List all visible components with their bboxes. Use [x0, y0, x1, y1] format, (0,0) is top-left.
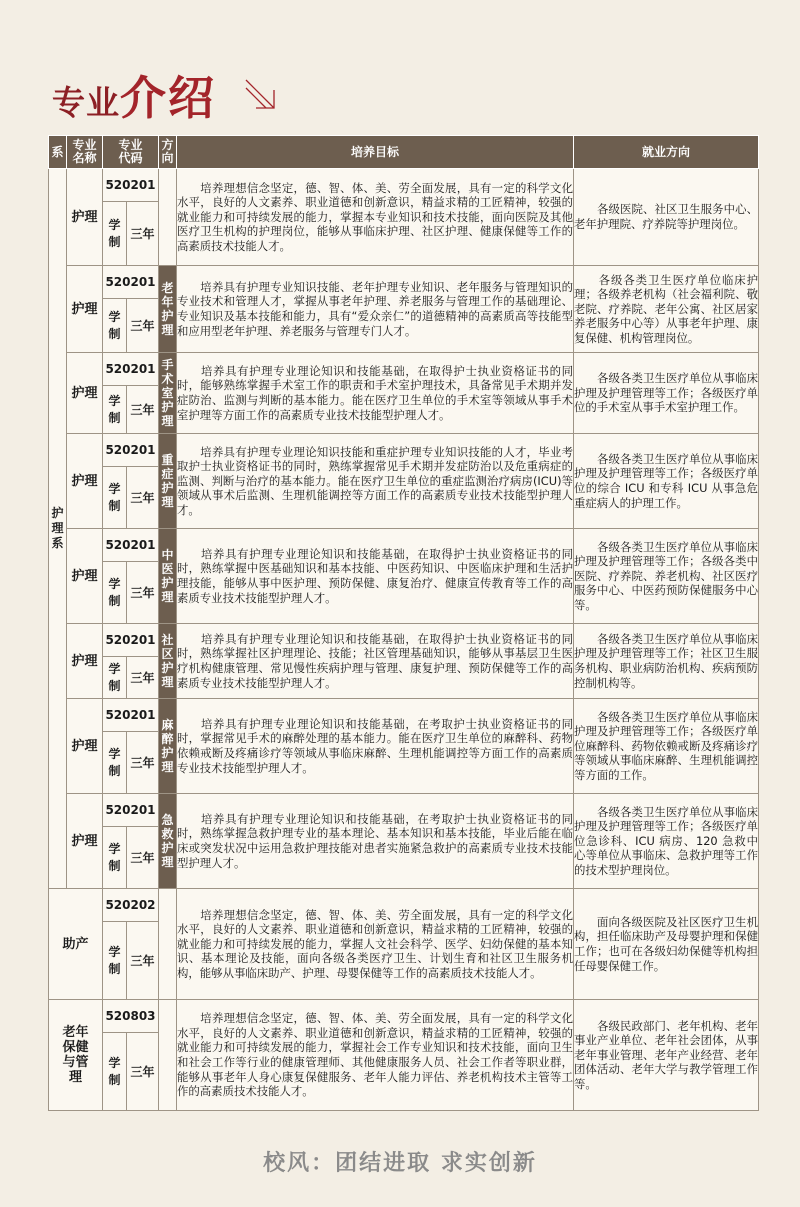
- employment-text: 面向各级医院及社区医疗卫生机构，担任临床助产及母婴护理和保健工作；也可在各级妇幼保健等机构担任母婴保健工作。: [574, 889, 759, 1000]
- table-row: [49, 699, 759, 732]
- goal-text: 培养具有护理专业理论知识和技能基础，在取得护士执业资格证书的同时，熟练掌握社区护理理论、技能；社区管理基础知识，能够从事基层卫生医疗机构健康管理、常见慢性疾病护理与管理、康复护理、预防保健等工作的高素质专业技术技能型护理人才。: [177, 624, 574, 699]
- schooling-label: 学制: [103, 657, 127, 699]
- schooling-years: 三年: [127, 299, 159, 353]
- employment-text: 各级民政部门、老年机构、老年事业产业单位、老年社会团体，从事老年事业管理、老年产业经营、老年团体活动、老年大学与教学管理工作等。: [574, 1000, 759, 1111]
- schooling-label: 学制: [103, 1033, 127, 1111]
- goal-text: 培养具有护理专业理论知识和技能基础，在取得护士执业资格证书的同时，熟练掌握中医基础知识和基本技能、中医药知识、中医临床护理和生活护理技能，能够从事中医护理、预防保健、康复治疗、健康宣传教育等工作的高素质专业技术技能型护理人才。: [177, 529, 574, 624]
- table-row: [49, 889, 759, 922]
- direction-cell: 社区护理: [159, 624, 177, 699]
- major-name: 护理: [67, 353, 103, 434]
- header-goal: 培养目标: [177, 136, 574, 169]
- schooling-years: 三年: [127, 562, 159, 624]
- direction-cell: 重症护理: [159, 434, 177, 529]
- employment-text: 各级各类卫生医疗单位从事临床护理及护理管理等工作；各级医疗单位的手术室从事手术室护理工作。: [574, 353, 759, 434]
- school-motto: 校风：团结进取 求实创新: [263, 1151, 537, 1176]
- table-header: [49, 136, 759, 169]
- schooling-label: 学制: [103, 467, 127, 529]
- schooling-years: 三年: [127, 732, 159, 794]
- schooling-years: 三年: [127, 467, 159, 529]
- schooling-years: 三年: [127, 386, 159, 434]
- goal-text: 培养理想信念坚定，德、智、体、美、劳全面发展，具有一定的科学文化水平，良好的人文素养、职业道德和创新意识，精益求精的工匠精神，较强的就业能力和可持续发展的能力，掌握本专业知识和技术技能，面向医院及其他医疗卫生机构的护理岗位，能够从事临床护理、社区护理、健康保健等工作的高素质技术技能人才。: [177, 169, 574, 266]
- direction-cell: [159, 889, 177, 1000]
- goal-text: 培养具有护理专业理论知识和技能基础，在取得护士执业资格证书的同时，能够熟练掌握手术室工作的职责和手术室护理技术，具备常见手术期并发症防治、监测与判断的基本能力。能在医疗卫生单位的手术室等领域从事手术室护理等方面工作的高素质专业技术技能型护理人才。: [177, 353, 574, 434]
- arrow-down-right-icon: [242, 76, 278, 112]
- employment-text: 各级各类卫生医疗单位从事临床护理及护理管理等工作；各级医疗单位麻醉科、药物依赖戒断及疼痛诊疗等领域从事临床麻醉、生理机能调控等方面的工作。: [574, 699, 759, 794]
- major-name: 助产: [49, 889, 103, 1000]
- major-code: 520201: [103, 699, 159, 732]
- table-row: [49, 266, 759, 299]
- header-direction: 方向: [159, 136, 177, 169]
- direction-cell: 急救护理: [159, 794, 177, 889]
- schooling-label: 学制: [103, 202, 127, 266]
- employment-text: 各级各类卫生医疗单位临床护理；各级养老机构（社会福利院、敬老院、疗养院、老年公寓、社区居家养老服务中心等）从事老年护理、康复保健、机构管理岗位。: [574, 266, 759, 353]
- direction-cell: [159, 169, 177, 266]
- employment-text: 各级各类卫生医疗单位从事临床护理及护理管理等工作；社区卫生服务机构、职业病防治机构、疾病预防控制机构等。: [574, 624, 759, 699]
- schooling-label: 学制: [103, 299, 127, 353]
- title-part1: 专业: [52, 83, 120, 122]
- major-name: 护理: [67, 266, 103, 353]
- table-row: [49, 1000, 759, 1033]
- major-code: 520201: [103, 794, 159, 827]
- employment-text: 各级各类卫生医疗单位从事临床护理及护理管理等工作；各级医疗单位的综合 ICU 和专科 ICU 从事急危重症病人的护理工作。: [574, 434, 759, 529]
- goal-text: 培养具有护理专业理论知识技能和重症护理专业知识技能的人才，毕业考取护士执业资格证书的同时，熟练掌握常见手术期并发症防治以及危重病症的监测、判断与治疗的基本能力。能在医疗卫生单位的重症监测治疗病房(ICU)等领域从事术后监测、生理机能调控等方面工作的高素质专业技术技能型护理人才。: [177, 434, 574, 529]
- schooling-label: 学制: [103, 732, 127, 794]
- header-dept: 系: [49, 136, 67, 169]
- major-name: 护理: [67, 794, 103, 889]
- direction-cell: [159, 1000, 177, 1111]
- schooling-label: 学制: [103, 386, 127, 434]
- schooling-label: 学制: [103, 562, 127, 624]
- schooling-label: 学制: [103, 827, 127, 889]
- dept-cell: 护理系: [49, 169, 67, 889]
- table-row: [49, 169, 759, 202]
- table-row: [49, 353, 759, 386]
- schooling-years: 三年: [127, 922, 159, 1000]
- major-table: [48, 135, 759, 1111]
- major-name: 护理: [67, 434, 103, 529]
- section-title: [52, 62, 216, 125]
- direction-cell: 中医护理: [159, 529, 177, 624]
- employment-text: 各级各类卫生医疗单位从事临床护理及护理管理等工作；各级各类中医院、疗养院、养老机构、社区医疗服务中心、中医药预防保健服务中心等。: [574, 529, 759, 624]
- direction-cell: 老年护理: [159, 266, 177, 353]
- employment-text: 各级医院、社区卫生服务中心、老年护理院、疗养院等护理岗位。: [574, 169, 759, 266]
- major-code: 520201: [103, 529, 159, 562]
- schooling-years: 三年: [127, 1033, 159, 1111]
- header-major: 专业名称: [67, 136, 103, 169]
- table-row: [49, 794, 759, 827]
- schooling-years: 三年: [127, 202, 159, 266]
- table-row: [49, 529, 759, 562]
- major-name: 老年保健与管理: [49, 1000, 103, 1111]
- major-code: 520803: [103, 1000, 159, 1033]
- major-code: 520202: [103, 889, 159, 922]
- table-row: [49, 434, 759, 467]
- schooling-years: 三年: [127, 657, 159, 699]
- employment-text: 各级各类卫生医疗单位从事临床护理及护理管理等工作；各级医疗单位急诊科、ICU 病房、120 急救中心等单位从事临床、急救护理等工作的技术型护理岗位。: [574, 794, 759, 889]
- title-part2: 介绍: [120, 71, 216, 125]
- major-code: 520201: [103, 434, 159, 467]
- major-code: 520201: [103, 624, 159, 657]
- goal-text: 培养具有护理专业知识技能、老年护理专业知识、老年服务与管理知识的专业技术和管理人才，掌握从事老年护理、养老服务与管理工作的基础理论、专业知识及基本技能和能力，具有“爱众亲仁”的道德精神的高素质高等技能型和应用型老年护理、养老服务与管理专门人才。: [177, 266, 574, 353]
- direction-cell: 麻醉护理: [159, 699, 177, 794]
- goal-text: 培养理想信念坚定，德、智、体、美、劳全面发展，具有一定的科学文化水平，良好的人文素养、职业道德和创新意识，精益求精的工匠精神，较强的就业能力和可持续发展的能力，掌握人文社会科学、医学、妇幼保健的基本知识、基本理论及技能，面向各级各类医疗卫生、计划生育和社区卫生服务机构，能够从事临床助产、护理、母婴保健等工作的高素质技术技能人才。: [177, 889, 574, 1000]
- major-name: 护理: [67, 699, 103, 794]
- schooling-years: 三年: [127, 827, 159, 889]
- major-name: 护理: [67, 529, 103, 624]
- goal-text: 培养具有护理专业理论知识和技能基础，在考取护士执业资格证书的同时，熟练掌握急救护理专业的基本理论、基本知识和基本技能，毕业后能在临床或突发状况中运用急救护理技能对患者实施紧急救护的高素质专业技术技能型护理人才。: [177, 794, 574, 889]
- goal-text: 培养理想信念坚定，德、智、体、美、劳全面发展，具有一定的科学文化水平，良好的人文素养、职业道德和创新意识，精益求精的工匠精神，较强的就业能力和可持续发展的能力，掌握社会工作专业知识和技术技能，面向卫生和社会工作等行业的健康管理师、其他健康服务人员、社会工作者等职业群，能够从事老年人身心康复保健服务、老年人能力评估、养老机构技术主管等工作的高素质技术技能人才。: [177, 1000, 574, 1111]
- major-name: 护理: [67, 169, 103, 266]
- goal-text: 培养具有护理专业理论知识和技能基础，在考取护士执业资格证书的同时，掌握常见手术的麻醉处理的基本能力。能在医疗卫生单位的麻醉科、药物依赖戒断及疼痛诊疗等领域从事临床麻醉、生理机能调控等方面工作的高素质专业技术技能型护理人才。: [177, 699, 574, 794]
- schooling-label: 学制: [103, 922, 127, 1000]
- header-code: 专业代码: [103, 136, 159, 169]
- header-employment: 就业方向: [574, 136, 759, 169]
- major-code: 520201: [103, 266, 159, 299]
- direction-cell: 手术室护理: [159, 353, 177, 434]
- major-name: 护理: [67, 624, 103, 699]
- major-code: 520201: [103, 169, 159, 202]
- major-code: 520201: [103, 353, 159, 386]
- table-row: [49, 624, 759, 657]
